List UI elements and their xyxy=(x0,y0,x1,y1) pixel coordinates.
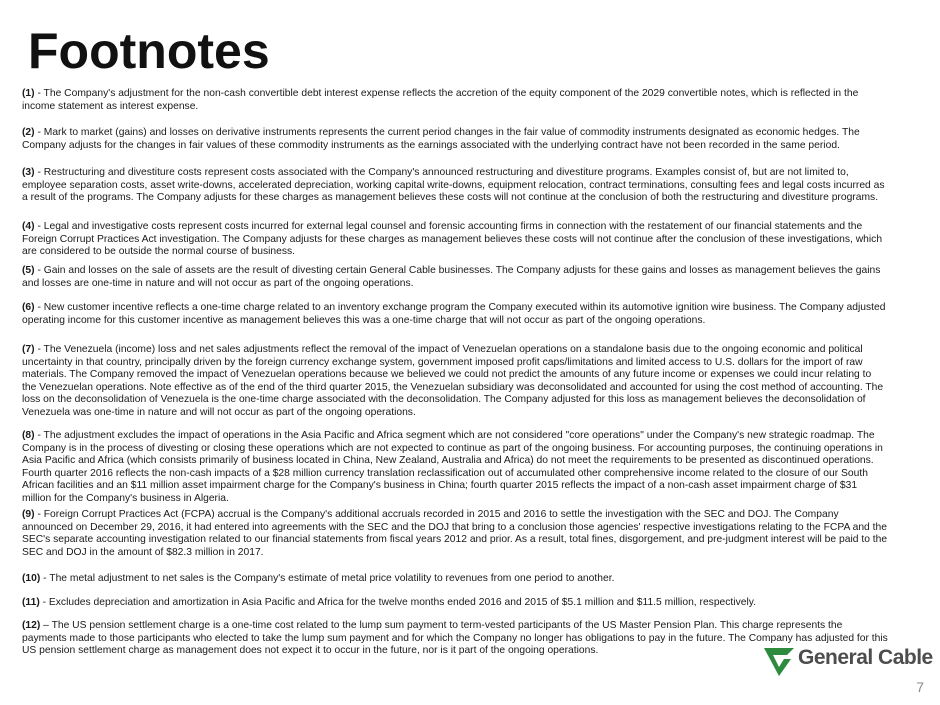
footnote-8 xyxy=(22,430,888,506)
page-number: 7 xyxy=(916,679,924,695)
footnote-1 xyxy=(22,88,888,113)
footnote-number: (12) xyxy=(22,620,41,631)
footnote-number: (10) xyxy=(22,573,41,584)
footnote-text: - The Company's adjustment for the non-cash convertible debt interest expense reflects the accretion of the equity component of the 2029 convertible notes, which is reflected in the income statement as interest expense. xyxy=(22,88,859,112)
logo-wordmark: General Cable xyxy=(798,646,933,669)
footnote-text: - The Venezuela (income) loss and net sales adjustments reflect the removal of the impact of Venezuelan operations on a standalone basis due to the ongoing economic and political uncertainty in that country, principally driven by the foreign currency exchange system, government imposed profit caps/limitations and limited access to U.S. dollars for the import of raw materials. The Company removed the impact of Venezuelan operations because we believed we could not predict the amounts of any future income or expenses we could incur relating to the Venezuelan operations. Note effective as of the end of the third quarter 2015, the Venezuelan subsidiary was deconsolidated and accounted for using the cost method of accounting. The loss on the deconsolidation of Venezuela is the one-time charge associated with the deconsolidation. The Company adjusted for this loss as management believes the deconsolidation of Venezuela was one-time in nature and will not occur as part of the ongoing operations. xyxy=(22,344,884,418)
general-cable-logo xyxy=(762,643,933,677)
footnote-number: (1) xyxy=(22,88,35,99)
footnote-number: (6) xyxy=(22,302,35,313)
footnote-2 xyxy=(22,127,888,152)
footnote-text: - Foreign Corrupt Practices Act (FCPA) accrual is the Company's additional accruals recorded in 2015 and 2016 to settle the investigation with the SEC and DOJ. The Company announced on December 29, 2016, it had entered into agreements with the SEC and the DOJ that bring to a conclusion those agencies' respective investigations relating to the FCPA and the SEC's separate accounting investigation related to our financial statements from fiscal years 2012 and prior. As a result, total fines, disgorgement, and pre-judgment interest will be paid to the SEC and DOJ in the amount of $82.3 million in 2017. xyxy=(22,509,888,558)
footnote-9 xyxy=(22,509,888,559)
footnote-number: (4) xyxy=(22,221,35,232)
general-cable-logo-icon xyxy=(762,643,796,677)
footnote-number: (9) xyxy=(22,509,35,520)
footnote-11 xyxy=(22,597,888,610)
footnote-text: - The adjustment excludes the impact of operations in the Asia Pacific and Africa segment which are not considered "core operations" under the Company's new strategic roadmap. The Company is in the process of divesting or closing these operations which are not expected to continue as part of the ongoing business. For accounting purposes, the continuing operations in Asia Pacific and Africa (which consists primarily of business located in China, New Zealand, Australia and Africa) do not meet the requirements to be presented as discontinued operations. Fourth quarter 2016 reflects the non-cash impacts of a $28 million currency translation reclassification out of accumulated other comprehensive income related to the closure of our South African facilities and an $11 million asset impairment charge for the Company's business in China; fourth quarter 2015 reflects the impact of a non-cash asset impairment charge of $31 million for the Company's business in Algeria. xyxy=(22,430,883,504)
footnote-number: (7) xyxy=(22,344,35,355)
footnote-text: – The US pension settlement charge is a one-time cost related to the lump sum payment to term-vested participants of the US Master Pension Plan. This charge represents the payments made to those participants who elected to take the lump sum payment and for which the Company no longer has obligations to pay in the future. The Company has adjusted for this US pension settlement charge as management does not expect it to occur in the future, nor is it part of the ongoing operations. xyxy=(22,620,888,657)
footnote-7 xyxy=(22,344,888,420)
footnote-10 xyxy=(22,573,888,586)
footnote-number: (2) xyxy=(22,127,35,138)
footnote-text: - Restructuring and divestiture costs represent costs associated with the Company's announced restructuring and divestiture programs. Examples consist of, but are not limited to, employee separation costs, asset write-downs, accelerated depreciation, working capital write-downs, equipment relocation, contract terminations, consulting fees and legal costs incurred as a result of the programs. The Company adjusts for these charges as management believes these costs will not continue at the conclusion of both the restructuring and divestiture programs. xyxy=(22,167,885,204)
footnote-4 xyxy=(22,221,888,259)
footnote-5 xyxy=(22,265,888,290)
footnote-text: - Gain and losses on the sale of assets are the result of divesting certain General Cable businesses. The Company adjusts for these gains and losses as management believes the gains and losses are one-time in nature and will not occur as part of the ongoing operations. xyxy=(22,265,881,289)
footnote-number: (5) xyxy=(22,265,35,276)
footnote-text: - Mark to market (gains) and losses on derivative instruments represents the current period changes in the fair value of commodity instruments designated as economic hedges. The Company adjusts for the changes in fair values of these commodity instruments as the earnings associated with the underlying contract have not been recorded in the same period. xyxy=(22,127,860,151)
footnote-number: (11) xyxy=(22,597,40,608)
footnote-6 xyxy=(22,302,888,327)
footnote-text: - Excludes depreciation and amortization in Asia Pacific and Africa for the twelve months ended 2016 and 2015 of $5.1 million and $11.5 million, respectively. xyxy=(39,597,756,608)
footnote-text: - The metal adjustment to net sales is the Company's estimate of metal price volatility to revenues from one period to another. xyxy=(40,573,615,584)
footnote-12 xyxy=(22,620,888,658)
footnote-text: - New customer incentive reflects a one-time charge related to an inventory exchange program the Company executed within its automotive ignition wire business. The Company adjusted operating income for this customer incentive as management believes this was a one-time charge that will not occur as part of the ongoing operations. xyxy=(22,302,886,326)
footnote-3 xyxy=(22,167,888,205)
footnote-text: - Legal and investigative costs represent costs incurred for external legal counsel and forensic accounting firms in connection with the restatement of our financial statements and the Foreign Corrupt Practices Act investigation. The Company adjusts for these charges as management believes these costs will not continue after the conclusion of these investigations, which are considered to be outside the normal course of business. xyxy=(22,221,883,258)
footnote-number: (8) xyxy=(22,430,35,441)
page-title: Footnotes xyxy=(28,23,270,79)
footnote-number: (3) xyxy=(22,167,35,178)
